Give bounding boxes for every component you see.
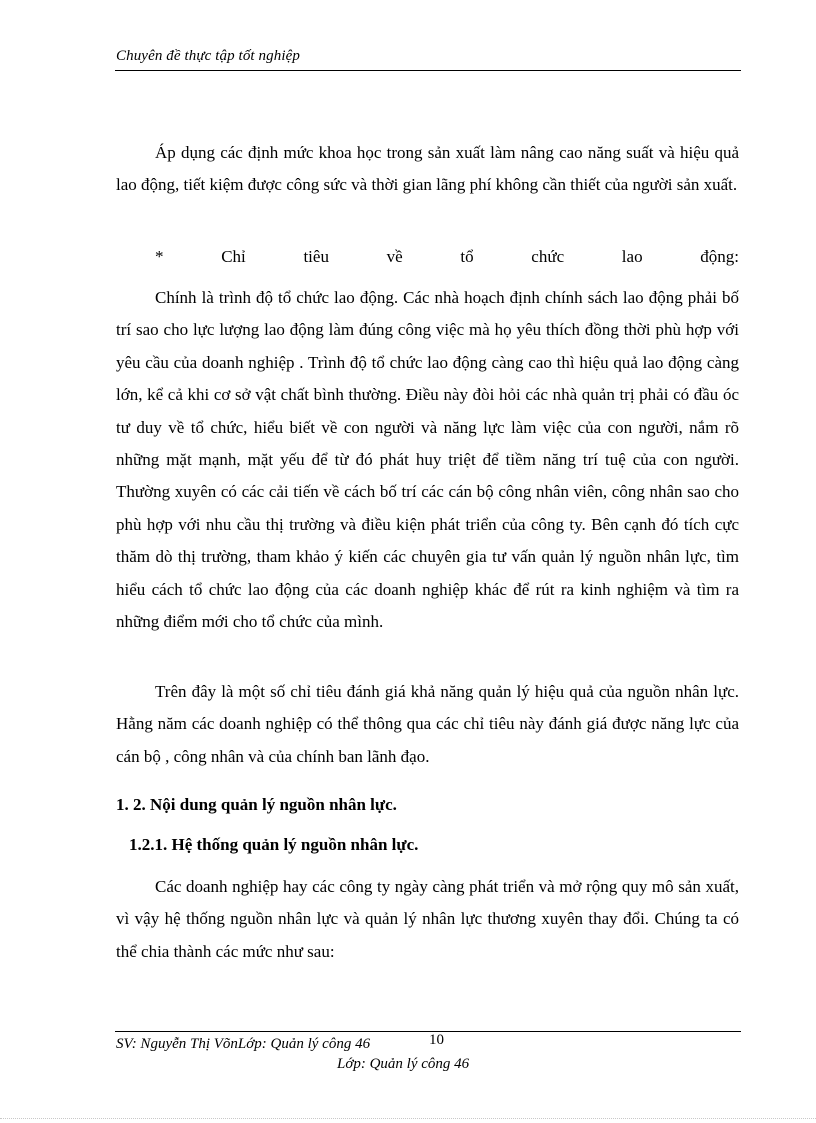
footer-class-info: Lớp: Quản lý công 46: [337, 1056, 470, 1072]
paragraph-text: Áp dụng các định mức khoa học trong sản xuất làm nâng cao năng suất và hiệu quả lao động, tiết kiệm được công sức và thời gian lãng phí không cần thiết của người sản xuất.: [116, 143, 739, 195]
paragraph-summary: [116, 676, 739, 773]
paragraph-labor-org-indicator: [116, 241, 739, 273]
footer-divider: [115, 1031, 741, 1032]
running-header: Chuyên đề thực tập tốt nghiệp: [116, 48, 300, 64]
section-heading: 1. 2. Nội dung quản lý nguồn nhân lực.: [116, 795, 397, 814]
page-number: 10: [429, 1032, 444, 1048]
paragraph-labor-org-level: [116, 282, 739, 638]
footer-student-info: SV: Nguyễn Thị VõnLớp: Quản lý công 46: [116, 1036, 371, 1052]
paragraph-text: Chính là trình độ tổ chức lao động. Các nhà hoạch định chính sách lao động phải bố trí sao cho lực lượng lao động làm đúng công việc mà họ yêu thích đồng thời phù hợp với yêu cầu của doanh nghiệp . Trình độ tổ chức lao động càng cao thì hiệu quả lao động càng lớn, kể cả khi cơ sở vật chất bình thường. Điều này đòi hỏi các nhà quản trị phải có đầu óc tư duy về tổ chức, hiểu biết về con người và năng lực làm việc của con người, nắm rõ những mặt mạnh, mặt yếu để từ đó phát huy triệt để tiềm năng trí tuệ của con người. Thường xuyên có các cải tiến về cách bố trí các cán bộ công nhân viên, công nhân sao cho phù hợp với nhu cầu thị trường và điều kiện phát triển của công ty. Bên cạnh đó tích cực thăm dò thị trường, tham khảo ý kiến các chuyên gia tư vấn quản lý nguồn nhân lực, tìm hiểu cách tổ chức lao động của các doanh nghiệp khác để rút ra kinh nghiệm và tìm ra những điểm mới cho tổ chức của mình.: [116, 288, 739, 632]
page-boundary: [0, 1118, 816, 1119]
subsection-heading: 1.2.1. Hệ thống quản lý nguồn nhân lực.: [129, 835, 419, 854]
header-divider: [115, 70, 741, 71]
paragraph-text: Trên đây là một số chỉ tiêu đánh giá khả năng quản lý hiệu quả của nguồn nhân lực. Hằng năm các doanh nghiệp có thể thông qua các chỉ tiêu này đánh giá được năng lực của cán bộ , công nhân và của chính ban lãnh đạo.: [116, 682, 739, 766]
paragraph-text: * Chỉ tiêu về tổ chức lao động:: [155, 247, 739, 266]
paragraph-hr-system: [116, 871, 739, 968]
paragraph-text: Các doanh nghiệp hay các công ty ngày càng phát triển và mở rộng quy mô sản xuất, vì vậy hệ thống nguồn nhân lực và quản lý nhân lực thương xuyên thay đổi. Chúng ta có thể chia thành các mức như sau:: [116, 877, 739, 961]
paragraph-apply-norms: [116, 137, 739, 202]
